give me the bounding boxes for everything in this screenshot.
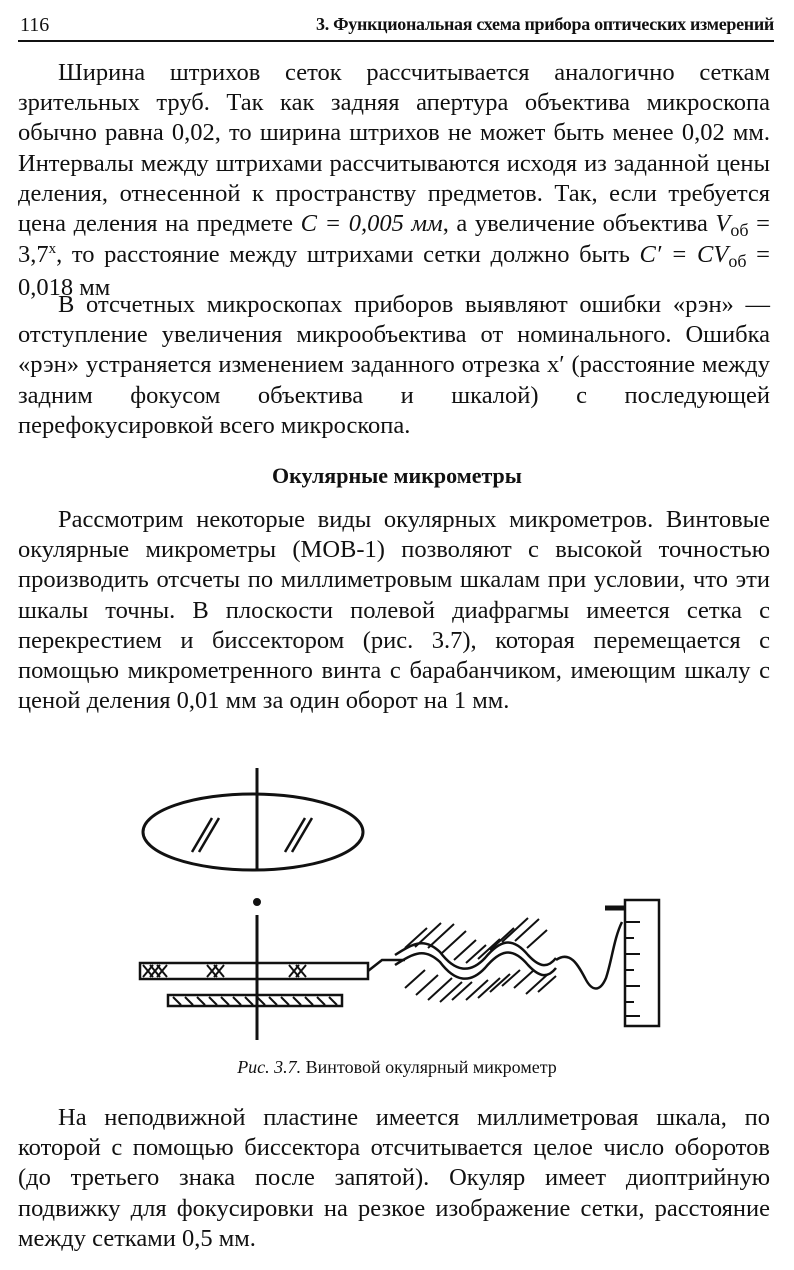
- formula-v-sup: x: [48, 241, 57, 258]
- formula-c2: C′ = CV: [639, 241, 729, 269]
- drum-link: [556, 922, 622, 989]
- fixed-scale-plate: [168, 995, 342, 1006]
- paragraph-2: [18, 290, 770, 441]
- p1-text-a: Ширина штрихов сеток рассчитывается аналогично сеткам зрительных труб. Так как задняя апертура объектива микроскопа обычно равна 0,02, то ширина штрихов не может быть менее 0,02 мм. Интервалы между штрихами рассчитываются исходя из заданной цены деления, отнесенной к пространству предметов. Так, если требуется цена деления на предмете: [18, 59, 770, 238]
- p2-text: В отсчетных микроскопах приборов выявляют ошибки «рэн» — отступление увеличения микрообъектива от номинального. Ошибка «рэн» устраняется изменением заданного отрезка x′ (расстояние между задним фокусом объектива и шкалой) с последующей перефокусировкой всего микроскопа.: [18, 291, 770, 439]
- running-title: 3. Функциональная схема прибора оптических измерений: [316, 14, 774, 34]
- caption-text: Винтовой окулярный микрометр: [301, 1057, 557, 1077]
- moving-reticle-plate: [140, 963, 368, 979]
- axis-dot: [255, 900, 260, 905]
- page-header: [18, 6, 774, 42]
- page-number: 116: [20, 14, 50, 36]
- figure-caption: [0, 1057, 794, 1078]
- paragraph-3: [18, 505, 770, 716]
- p1-text-c: , то расстояние между штрихами сетки должно быть: [56, 241, 640, 269]
- paragraph-4: [18, 1103, 770, 1254]
- formula-c2-sub: об: [728, 251, 747, 272]
- drum-scale: [625, 900, 659, 1026]
- formula-v-value: = 3,7: [18, 210, 770, 269]
- formula-c2-value: = 0,018 мм: [18, 241, 771, 302]
- figure-screw-micrometer: [0, 760, 794, 1060]
- p1-text-b: , а увеличение объектива: [442, 210, 716, 238]
- formula-v-symbol: V: [715, 210, 731, 238]
- formula-c: C = 0,005 мм: [300, 210, 443, 238]
- section-heading: Окулярные микрометры: [272, 463, 522, 488]
- paragraph-1: [18, 58, 770, 304]
- caption-label: Рис. 3.7.: [237, 1057, 302, 1077]
- p3-text: Рассмотрим некоторые виды окулярных микрометров. Винтовые окулярные микрометры (МОВ-1) позволяют с высокой точностью производить отсчеты по миллиметровым шкалам при условии, что эти шкалы точны. В плоскости полевой диафрагмы имеется сетка с перекрестием и биссектором (рис. 3.7), которая перемещается с помощью микрометренного винта с барабанчиком, имеющим шкалу с ценой деления 0,01 мм за один оборот на 1 мм.: [18, 506, 770, 715]
- eyepiece-lens: [143, 794, 363, 870]
- formula-v-sub: об: [730, 220, 749, 241]
- p4-text: На неподвижной пластине имеется миллиметровая шкала, по которой с помощью биссектора отсчитывается целое число оборотов (до третьего знака после запятой). Окуляр имеет диоптрийную подвижку для фокусировки на резкое изображение сетки, расстояние между сетками 0,5 мм.: [18, 1104, 770, 1252]
